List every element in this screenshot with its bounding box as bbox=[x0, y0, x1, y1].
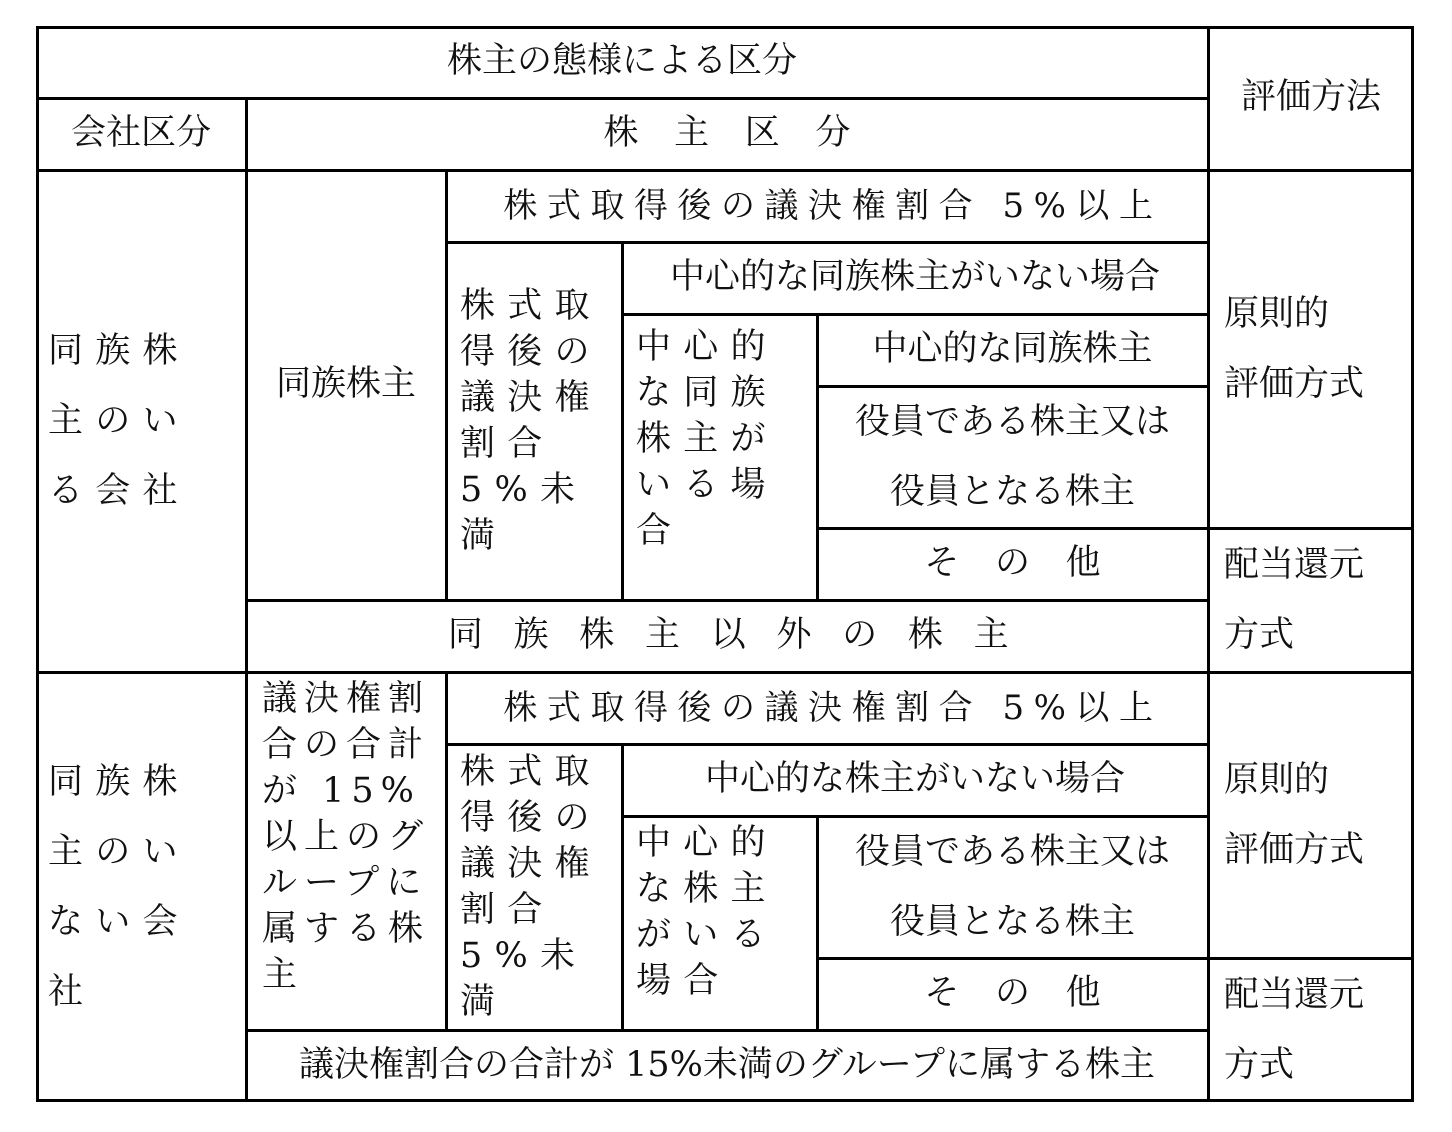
h-a-central bbox=[817, 385, 1208, 388]
v-central-a bbox=[816, 314, 819, 600]
dividend-method-b bbox=[1208, 958, 1414, 1102]
principle-method-b bbox=[1208, 672, 1414, 958]
principle-line2-b: 評価方式 bbox=[1224, 830, 1365, 870]
other-a: そ の 他 bbox=[924, 543, 1113, 584]
five-pct-or-more-a: 株式取得後の議決権割合 5%以上 bbox=[503, 185, 1163, 226]
border-left bbox=[36, 26, 39, 1102]
h-b-under15 bbox=[246, 1029, 1208, 1032]
principle-line1-a: 原則的 bbox=[1224, 294, 1330, 334]
principle-line1-b: 原則的 bbox=[1224, 760, 1330, 800]
officer-line2-a: 役員となる株主 bbox=[889, 472, 1135, 512]
v-central-b bbox=[816, 816, 819, 1030]
family-shareholder: 同族株主 bbox=[275, 364, 416, 405]
v-method bbox=[1207, 26, 1210, 1102]
has-central-b: 中心的な株主がいる場合 bbox=[636, 823, 778, 1001]
other-b: そ の 他 bbox=[924, 973, 1113, 1014]
header-company-class: 会社区分 bbox=[70, 113, 211, 154]
dividend-line2-b: 方式 bbox=[1224, 1045, 1295, 1085]
principle-method-a bbox=[1208, 170, 1414, 528]
dividend-method-a bbox=[1208, 528, 1414, 672]
header-evaluation-method: 評価方法 bbox=[1240, 77, 1381, 118]
v-under5-a bbox=[621, 242, 624, 600]
h-a-nonfamily bbox=[246, 599, 1208, 602]
h-header2 bbox=[36, 169, 1414, 172]
border-right bbox=[1411, 26, 1414, 1102]
h-a-nocentral bbox=[622, 313, 1208, 316]
header-shareholder-mode: 株主の態様による区分 bbox=[446, 41, 797, 82]
officer-line1-b: 役員である株主又は bbox=[854, 832, 1170, 872]
v-group-a bbox=[445, 170, 448, 600]
dividend-line1-b: 配当還元 bbox=[1224, 975, 1365, 1015]
company-with-family: 同族株主のいる会社 bbox=[48, 331, 190, 511]
no-central-b: 中心的な株主がいない場合 bbox=[704, 759, 1125, 800]
h-header1 bbox=[36, 97, 1208, 100]
has-central-family-a: 中心的な同族株主がいる場合 bbox=[636, 327, 778, 551]
header-shareholder-class: 株 主 区 分 bbox=[603, 113, 863, 154]
under-fifteen-pct-group: 議決権割合の合計が 15%未満のグループに属する株主 bbox=[298, 1045, 1156, 1086]
h-a-officer bbox=[817, 527, 1414, 530]
under-five-pct-a: 株式取得後の議決権割合5%未満 bbox=[460, 286, 602, 556]
h-a-5pct bbox=[446, 241, 1208, 244]
officer-line1-a: 役員である株主又は bbox=[854, 402, 1170, 442]
valuation-table bbox=[36, 26, 1414, 1102]
h-section bbox=[36, 671, 1414, 674]
dividend-line1-a: 配当還元 bbox=[1224, 545, 1365, 585]
company-without-family: 同族株主のいない会社 bbox=[48, 762, 190, 1012]
v-under5-b bbox=[621, 744, 624, 1030]
under-five-pct-b: 株式取得後の議決権割合 5%未満 bbox=[460, 752, 602, 1022]
principle-line2-a: 評価方式 bbox=[1224, 364, 1365, 404]
non-family-shareholder: 同 族 株 主 以 外 の 株 主 bbox=[447, 615, 1019, 656]
central-family-holder: 中心的な同族株主 bbox=[872, 329, 1153, 370]
dividend-line2-a: 方式 bbox=[1224, 615, 1295, 655]
officer-shareholder-a bbox=[817, 386, 1208, 528]
v-group-b bbox=[445, 672, 448, 1030]
h-b-officer bbox=[817, 957, 1414, 960]
no-central-family-a: 中心的な同族株主がいない場合 bbox=[669, 257, 1160, 298]
officer-line2-b: 役員となる株主 bbox=[889, 902, 1135, 942]
h-b-5pct bbox=[446, 743, 1208, 746]
h-b-nocentral bbox=[622, 815, 1208, 818]
officer-shareholder-b bbox=[817, 816, 1208, 958]
fifteen-pct-group: 議決権割合の合計が 15%以上のグループに属する株主 bbox=[262, 679, 431, 995]
five-pct-or-more-b: 株式取得後の議決権割合 5%以上 bbox=[503, 687, 1163, 728]
